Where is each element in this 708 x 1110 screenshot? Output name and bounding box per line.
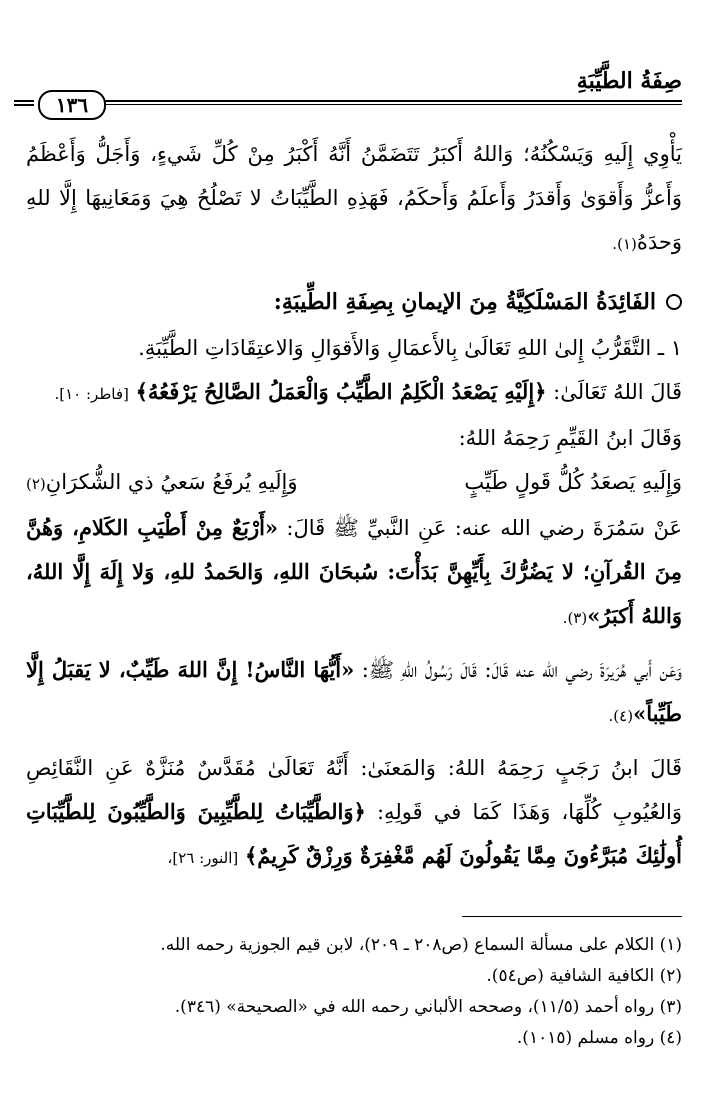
footnote-4: (٤) رواه مسلم (١٠١٥). — [516, 1028, 682, 1048]
paragraph-2-intro: قَالَ اللهُ تَعَالَىٰ: — [553, 380, 682, 404]
running-header-title: صِفَةُ الطَّيِّبَةِ — [576, 68, 682, 94]
surah-ref-fatir: [فاطر: ١٠]. — [54, 385, 129, 403]
verse-first-hemistich: وَإِلَيهِ يَصعَدُ كُلُّ قَولٍ طَيِّبٍ — [464, 470, 682, 494]
paragraph-3: وَقَالَ ابنُ القَيِّمِ رَحِمَهُ اللهُ: — [458, 426, 682, 450]
paragraph-1-text: يَأْوِي إِلَيهِ وَيَسْكُنُهُ؛ وَاللهُ أَكبَرُ تَتَضَمَّنُ أَنَّهُ أَكْبَرُ مِنْ كُلِّ شَيءٍ، وَأَجَلُّ وَأَعْظَمُ وَأَعزُّ وَأَقوَىٰ وَأَقدَرُ وَأَعلَمُ وَأَحكَمُ، فَهَذِهِ الطَّيِّبَاتُ لا تَصْلُحُ هِيَ وَمَعَانِيهَا إِلَّا للهِ وَحدَهُ — [26, 142, 682, 254]
paragraph-6-text: قَالَ ابنُ رَجَبٍ رَحِمَهُ اللهُ: وَالمَعنَىٰ: أَنَّهُ تَعَالَىٰ مُقَدَّسٌ مُنَزَّهٌ عَنِ النَّقَائِصِ وَالعُيُوبِ كُلِّهَا، وَهَذَا كَمَا في قَولِهِ: — [26, 756, 682, 824]
footnote-1: (١) الكلام على مسألة السماع (ص٢٠٨ ـ ٢٠٩)، لابن قيم الجوزية رحمه الله. — [160, 935, 682, 955]
footnote-ref-3: (٣). — [562, 609, 588, 627]
footnotes — [26, 930, 682, 1054]
footnote-separator — [462, 916, 682, 917]
header-rule-thin — [104, 104, 682, 105]
header-rule — [104, 100, 682, 102]
circle-bullet-icon — [666, 294, 682, 310]
footnote-ref-4: (٤). — [608, 707, 634, 725]
footnote-ref-1: (١). — [612, 235, 637, 253]
footnote-2: (٢) الكافية الشافية (ص٥٤). — [486, 966, 682, 986]
section-heading — [26, 280, 682, 324]
quran-verse-nur: ﴿وَالطَّيِّبَاتُ لِلطَّيِّبِينَ وَالطَّيِّبُونَ لِلطَّيِّبَاتِ أُولَٰئِكَ مُبَرَّءُونَ مِمَّا يَقُولُونَ لَهُم مَّغْفِرَةٌ وَرِزْقٌ كَرِيمٌ﴾ — [26, 799, 682, 868]
paragraph-1 — [26, 132, 682, 266]
footnote-ref-2: (٢) — [26, 475, 46, 493]
paragraph-5-intro: وَعَن أَبي هُرَيرَةَ رضي الله عنه قَالَ: قَالَ رَسُولُ اللهِ ﷺ: — [361, 658, 682, 682]
hadith-abu-hurayra: «أَيُّهَا النَّاسُ! إِنَّ اللهَ طَيِّبٌ، لا يَقبَلُ إِلَّا طَيِّباً» — [26, 657, 682, 726]
quran-verse-fatir: ﴿إِلَيْهِ يَصْعَدُ الْكَلِمُ الطَّيِّبُ وَالْعَمَلُ الصَّالِحُ يَرْفَعُهُ﴾ — [135, 379, 547, 404]
main-text — [26, 132, 682, 880]
list-item-1: ١ ـ التَّقَرُّبُ إِلىٰ اللهِ تَعَالَىٰ بِالأَعمَالِ وَالأَقوَالِ وَالاعتِقَادَاتِ الطَّيِّبَةِ. — [138, 336, 682, 360]
paragraph-5 — [26, 648, 682, 738]
verse-second-part — [26, 460, 298, 506]
page-number-badge: ١٣٦ — [38, 90, 106, 120]
paragraph-2 — [26, 370, 682, 416]
footnote-3: (٣) رواه أحمد (١١/٥)، وصححه الألباني رحمه الله في «الصحيحة» (٣٤٦). — [174, 997, 682, 1017]
poetry-verse — [26, 460, 682, 506]
hadith-samura: «أَرْبَعٌ مِنْ أَطْيَبِ الكَلامِ، وَهُنَّ مِنَ القُرآنِ؛ لا يَضُرُّكَ بِأَيِّهِنَّ بَدَأْتَ: سُبحَانَ اللهِ، وَالحَمدُ للهِ، وَلا إِلَهَ إِلَّا اللهُ، وَاللهُ أَكبَرُ» — [26, 515, 682, 628]
paragraph-4 — [26, 506, 682, 640]
paragraph-4-intro: عَنْ سَمُرَةَ رضي الله عنه: عَنِ النَّبيِّ ﷺ قَالَ: — [286, 516, 682, 540]
verse-second-hemistich: وَإِلَيهِ يُرفَعُ سَعيُ ذي الشُّكرَانِ — [45, 470, 298, 494]
header-double-dash — [14, 100, 34, 106]
paragraph-6 — [26, 746, 682, 880]
surah-ref-nur: [النور: ٢٦]، — [167, 849, 239, 867]
section-heading-text: الفَائِدَةُ المَسْلَكِيَّةُ مِنَ الإيمانِ بِصِفَةِ الطِّيبَةِ: — [273, 289, 656, 315]
